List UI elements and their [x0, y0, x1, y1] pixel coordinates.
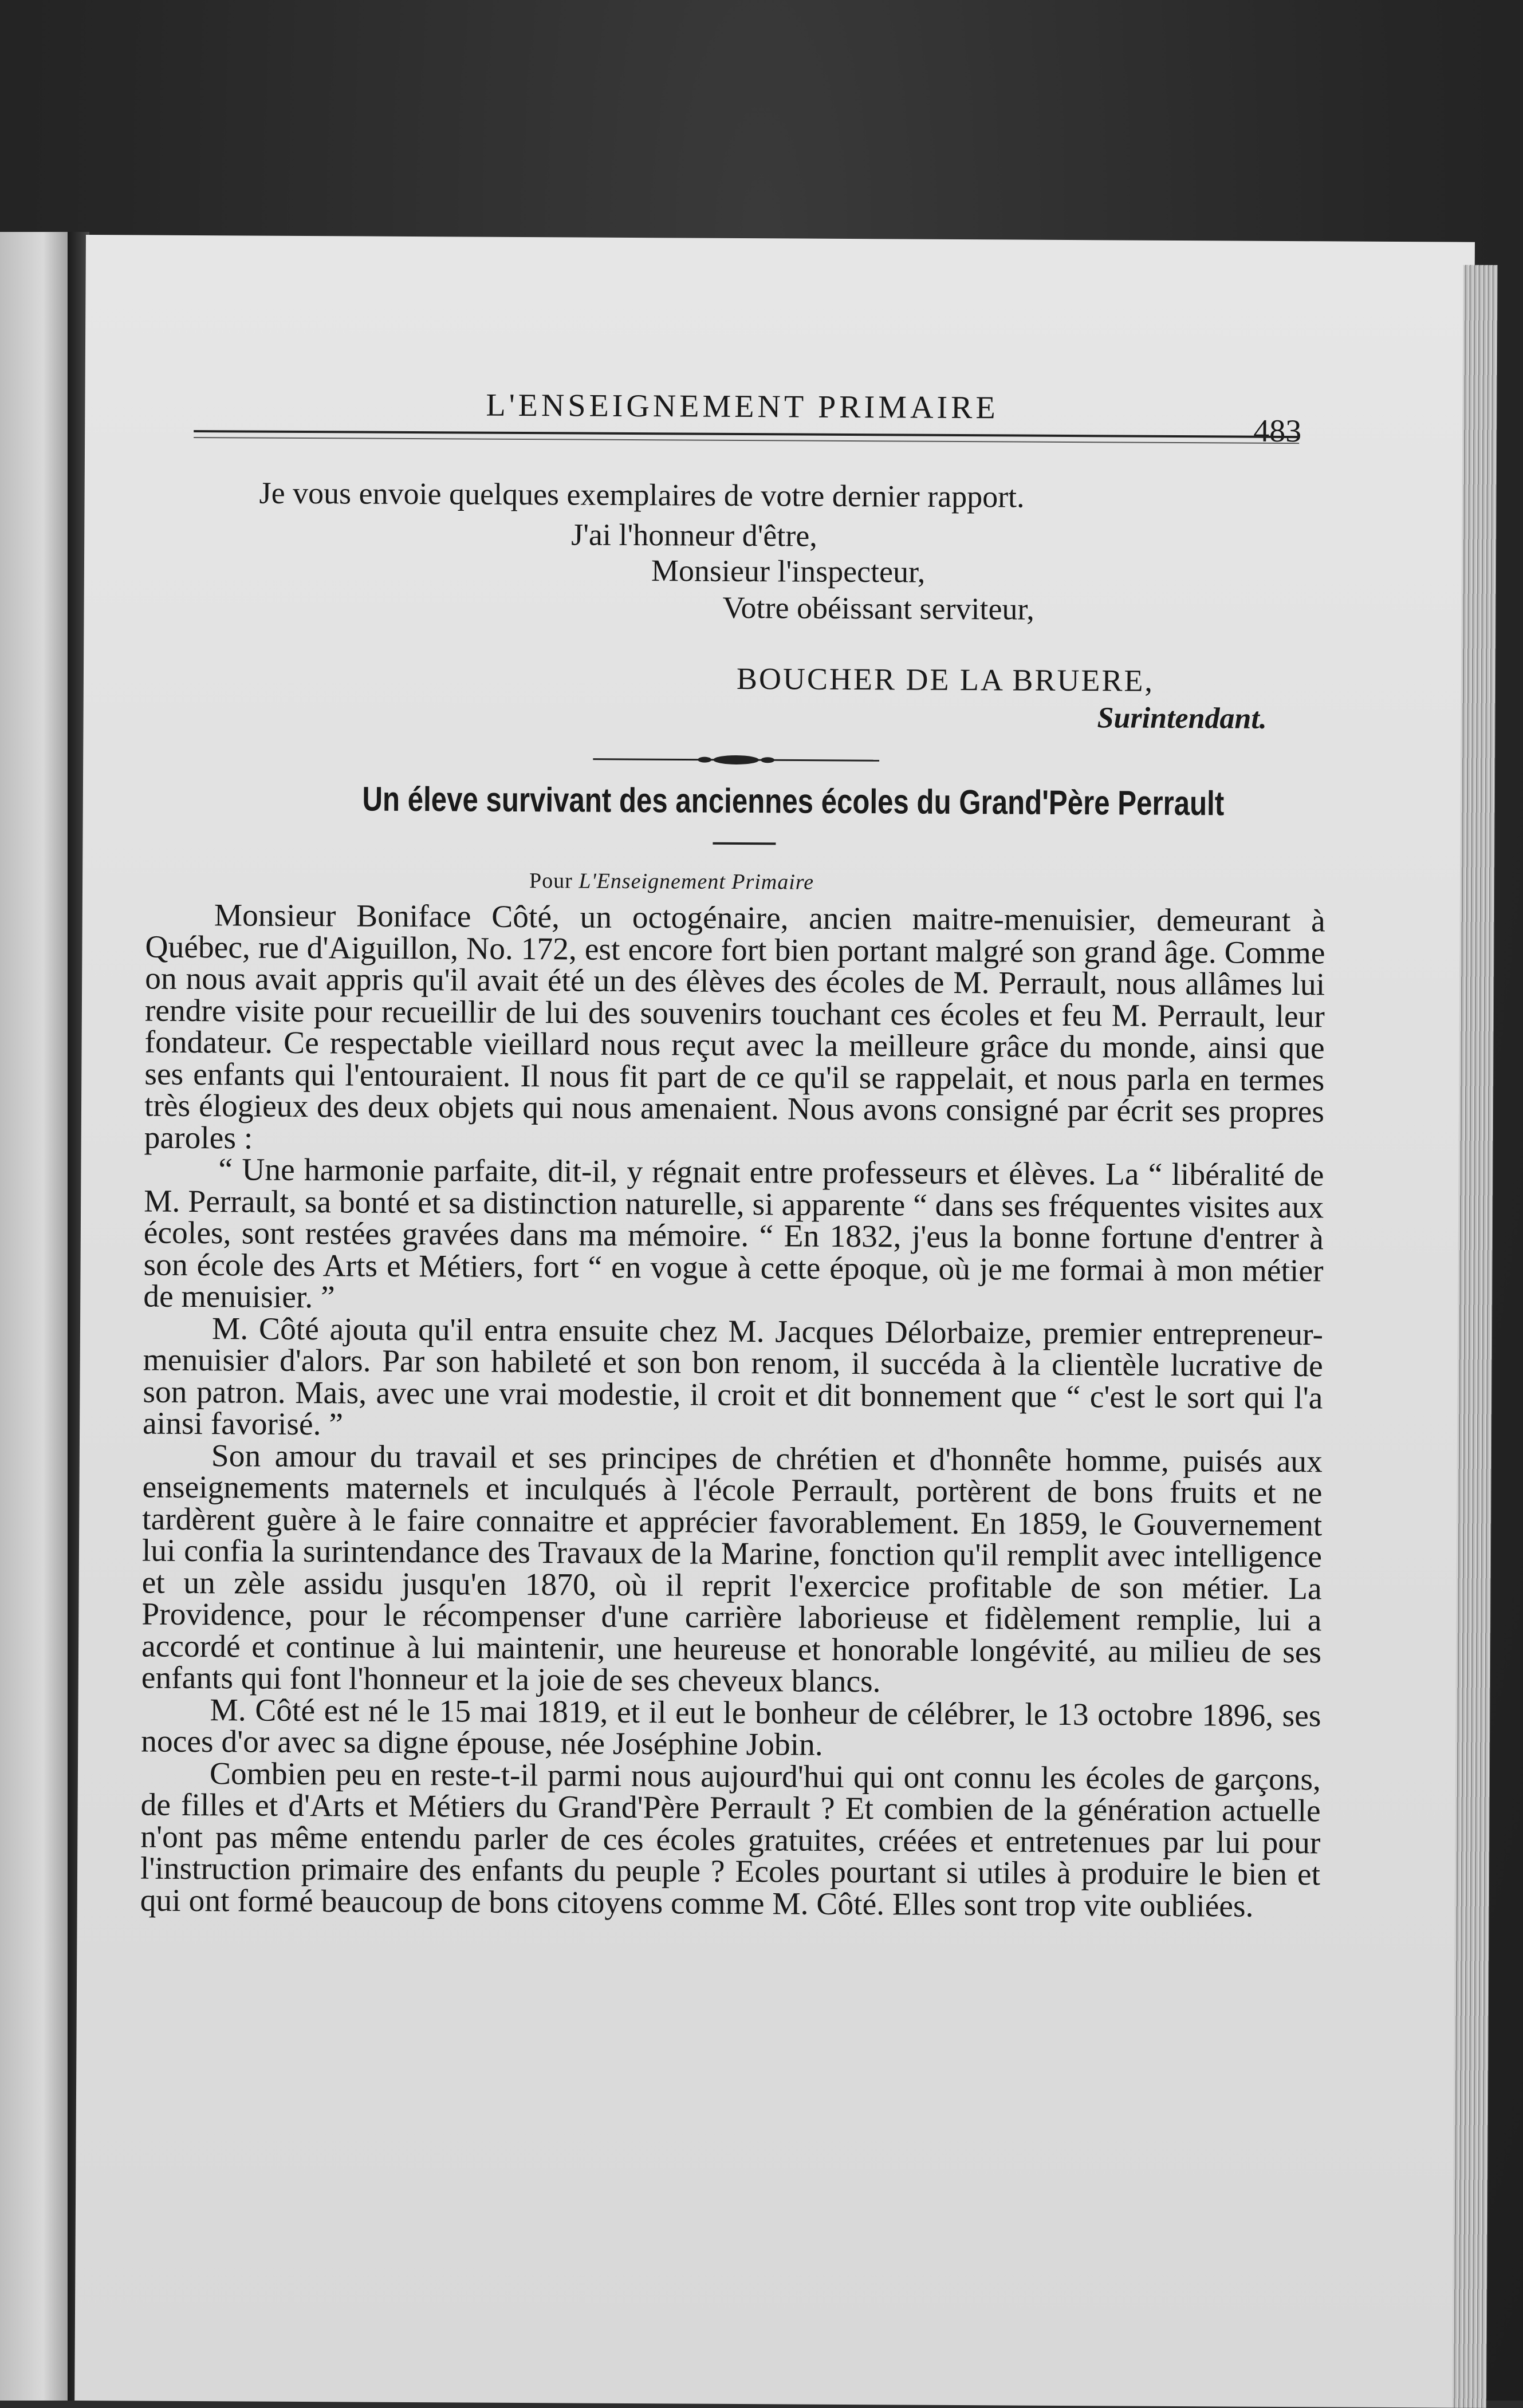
- article-title: Un éleve survivant des anciennes écoles du Grand'Père Perrault: [362, 779, 1225, 823]
- letter-closing-3: Votre obéissant serviteur,: [722, 590, 1034, 626]
- header-rule-thin: [194, 437, 1299, 444]
- title-rule: [713, 842, 776, 845]
- ornamental-divider: [593, 753, 879, 767]
- paragraph-5: M. Côté est né le 15 mai 1819, et il eut le bonheur de célébrer, le 13 octobre 1896, ses noces d'or avec sa digne épouse, née Joséphine Jobin.: [141, 1692, 1321, 1763]
- paragraph-4: Son amour du travail et ses principes de chrétien et d'honnête homme, puisés aux enseignements maternels et inculqués à l'école Perrault, portèrent de bons fruits et ne tardèrent guère à le faire connaitre et apprécier favorablement. En 1859, le Gouvernement lui confia la surintendance des Travaux de la Marine, fonction qu'il remplit avec intelligence et un zèle assidu jusqu'en 1870, où il reprit l'exercice profitable de son métier. La Providence, pour le récompenser d'une carrière laborieuse et fidèlement remplie, lui a accordé et continue à lui maintenir, une heureuse et honorable longévité, au milieu de ses enfants qui font l'honneur et la joie de ses cheveux blancs.: [141, 1438, 1323, 1700]
- paragraph-6: Combien peu en reste-t-il parmi nous aujourd'hui qui ont connu les écoles de garçons, de filles et d'Arts et Métiers du Grand'Père Perrault ? Et combien de la génération actuelle n'ont pas même entendu parler de ces écoles gratuites, créées et entretenues par lui pour l'instruction primaire des enfants du peuple ? Ecoles pourtant si utiles à produire le bien et qui ont formé beaucoup de bons citoyens comme M. Côté. Elles sont trop vite oubliées.: [140, 1756, 1321, 1924]
- byline: [529, 868, 814, 895]
- byline-journal: L'Enseignement Primaire: [578, 869, 814, 894]
- letter-closing-1: J'ai l'honneur d'être,: [571, 517, 817, 553]
- page-number: 483: [1253, 413, 1302, 450]
- letter-signature: BOUCHER DE LA BRUERE,: [736, 661, 1155, 698]
- letter-last-line: Je vous envoie quelques exemplaires de votre dernier rapport.: [259, 475, 1025, 514]
- letter-closing-2: Monsieur l'inspecteur,: [651, 553, 926, 589]
- header-rule: [194, 430, 1299, 438]
- book-page: [74, 235, 1475, 2408]
- article-body: [140, 900, 1325, 1923]
- facing-page-edge: [0, 232, 72, 2401]
- signatory-title: Surintendant.: [1097, 701, 1268, 735]
- paragraph-1: Monsieur Boniface Côté, un octogénaire, ancien maitre-menuisier, demeurant à Québec, rue d'Aiguillon, No. 172, est encore fort bien portant malgré son grand âge. Comme on nous avait appris qu'il avait été un des élèves des écoles de M. Perrault, nous allâmes lui rendre visite pour recueillir de lui des souvenirs touchant ces écoles et feu M. Perrault, leur fondateur. Ce respectable vieillard nous reçut avec la meilleure grâce du monde, ainsi que ses enfants qui l'entouraient. Il nous fit part de ce qu'il se rappelait, et nous parla en termes très élogieux des deux objets qui nous amenaient. Nous avons consigné par écrit ses propres paroles :: [144, 898, 1325, 1156]
- running-head: L'ENSEIGNEMENT PRIMAIRE: [486, 387, 999, 426]
- quotation-paragraph: “ Une harmonie parfaite, dit-il, y régnait entre professeurs et élèves. La “ libéralité de M. Perrault, sa bonté et sa distinction naturelle, si apparente “ dans ses fréquentes visites aux écoles, sont restées gravées dans ma mémoire. “ En 1832, j'eus la bonne fortune d'entrer à son école des Arts et Métiers, fort “ en vogue à cette époque, où je me formai à mon métier de menuisier. ”: [143, 1152, 1324, 1315]
- byline-prefix: Pour: [529, 869, 573, 893]
- paragraph-3: M. Côté ajouta qu'il entra ensuite chez M. Jacques Délorbaize, premier entrepreneur-menuisier d'alors. Par son habileté et son bon renom, il succéda à la clientèle lucrative de son patron. Mais, avec une vrai modestie, il croit et dit bonnement que “ c'est le sort qui l'a ainsi favorisé. ”: [142, 1311, 1324, 1443]
